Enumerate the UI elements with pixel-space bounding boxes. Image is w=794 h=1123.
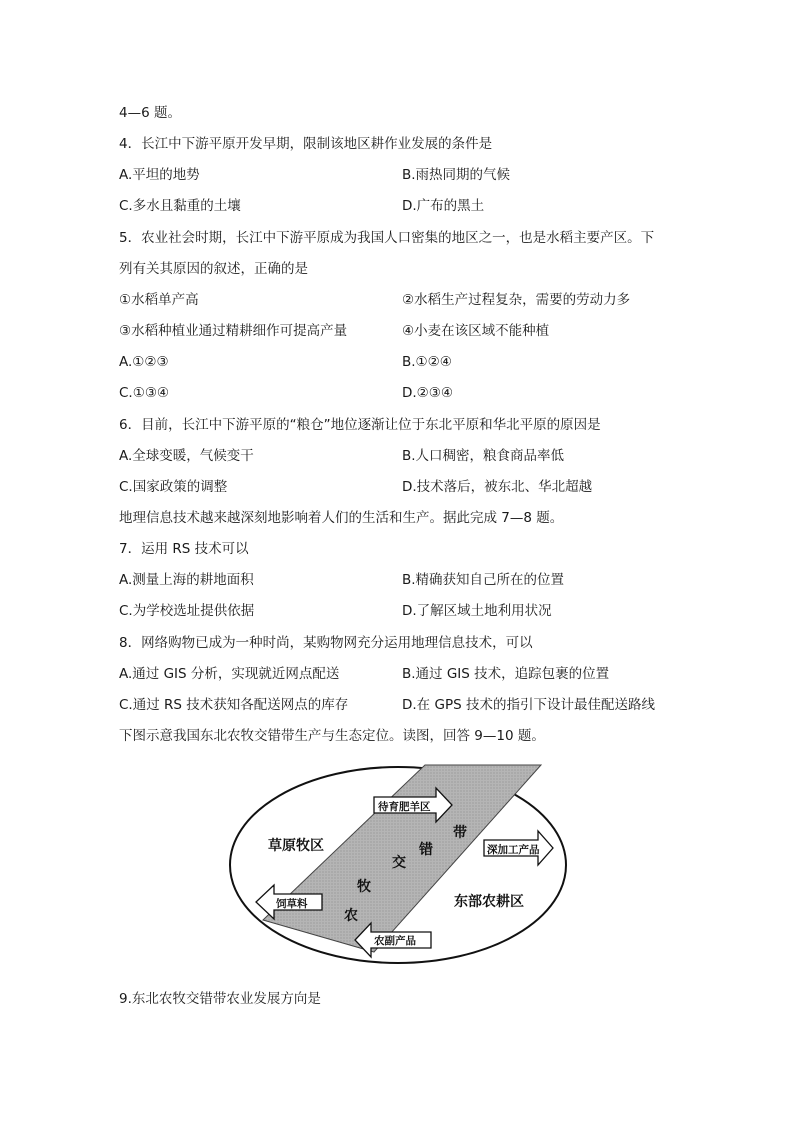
- q5-option-c: C.①③④: [119, 385, 170, 401]
- q4-option-b: B.雨热同期的气候: [402, 167, 511, 183]
- belt-char-5: 带: [453, 825, 467, 841]
- grassland-label: 草原牧区: [268, 838, 324, 854]
- q8-option-c: C.通过 RS 技术获知各配送网点的库存: [119, 697, 349, 713]
- q6-option-c: C.国家政策的调整: [119, 479, 228, 495]
- q5-option-b: B.①②④: [402, 354, 452, 370]
- agro-pastoral-diagram: [226, 760, 571, 972]
- q5-stem-line1: 5．农业社会时期，长江中下游平原成为我国人口密集的地区之一，也是水稻主要产区。下: [119, 230, 655, 246]
- q6-stem: 6．目前，长江中下游平原的“粮仓”地位逐渐让位于东北平原和华北平原的原因是: [119, 417, 601, 433]
- q6-option-d: D.技术落后，被东北、华北超越: [402, 479, 593, 495]
- q5-statement-1: ①水稻单产高: [119, 292, 199, 308]
- q5-stem-line2: 列有关其原因的叙述，正确的是: [119, 261, 308, 277]
- q7-option-c: C.为学校选址提供依据: [119, 603, 255, 619]
- q4-option-c: C.多水且黏重的土壤: [119, 198, 241, 214]
- farmland-label: 东部农耕区: [454, 894, 524, 910]
- belt-char-2: 牧: [357, 879, 371, 895]
- q5-statement-2: ②水稻生产过程复杂，需要的劳动力多: [402, 292, 631, 308]
- arrow-processed-label: 深加工产品: [487, 844, 540, 856]
- belt-char-4: 错: [419, 842, 433, 858]
- q6-option-a: A.全球变暖，气候变干: [119, 448, 254, 464]
- q9-stem: 9.东北农牧交错带农业发展方向是: [119, 991, 321, 1007]
- intro-4-6: 4—6 题。: [119, 105, 181, 121]
- intro-7-8: 地理信息技术越来越深刻地影响着人们的生活和生产。据此完成 7—8 题。: [119, 510, 564, 526]
- q4-option-a: A.平坦的地势: [119, 167, 200, 183]
- arrow-byproducts-label: 农副产品: [374, 935, 416, 947]
- q5-statement-4: ④小麦在该区域不能种植: [402, 323, 550, 339]
- belt-char-1: 农: [344, 908, 358, 924]
- q7-option-b: B.精确获知自己所在的位置: [402, 572, 565, 588]
- q5-option-a: A.①②③: [119, 354, 169, 370]
- belt-char-3: 交: [392, 855, 406, 871]
- q6-option-b: B.人口稠密，粮食商品率低: [402, 448, 565, 464]
- q8-option-a: A.通过 GIS 分析，实现就近网点配送: [119, 666, 340, 682]
- q8-stem: 8．网络购物已成为一种时尚，某购物网充分运用地理信息技术，可以: [119, 635, 533, 651]
- q7-stem: 7．运用 RS 技术可以: [119, 541, 249, 557]
- arrow-fodder-label: 饲草料: [276, 898, 308, 910]
- q7-option-a: A.测量上海的耕地面积: [119, 572, 254, 588]
- intro-9-10: 下图示意我国东北农牧交错带生产与生态定位。读图，回答 9—10 题。: [119, 728, 545, 744]
- q7-option-d: D.了解区域土地利用状况: [402, 603, 552, 619]
- q8-option-d: D.在 GPS 技术的指引下设计最佳配送路线: [402, 697, 655, 713]
- q5-option-d: D.②③④: [402, 385, 453, 401]
- q4-stem: 4．长江中下游平原开发早期，限制该地区耕作业发展的条件是: [119, 136, 493, 152]
- q5-statement-3: ③水稻种植业通过精耕细作可提高产量: [119, 323, 348, 339]
- arrow-lambs-label: 待育肥羊区: [378, 801, 431, 813]
- q4-option-d: D.广布的黑土: [402, 198, 485, 214]
- q8-option-b: B.通过 GIS 技术，追踪包裹的位置: [402, 666, 610, 682]
